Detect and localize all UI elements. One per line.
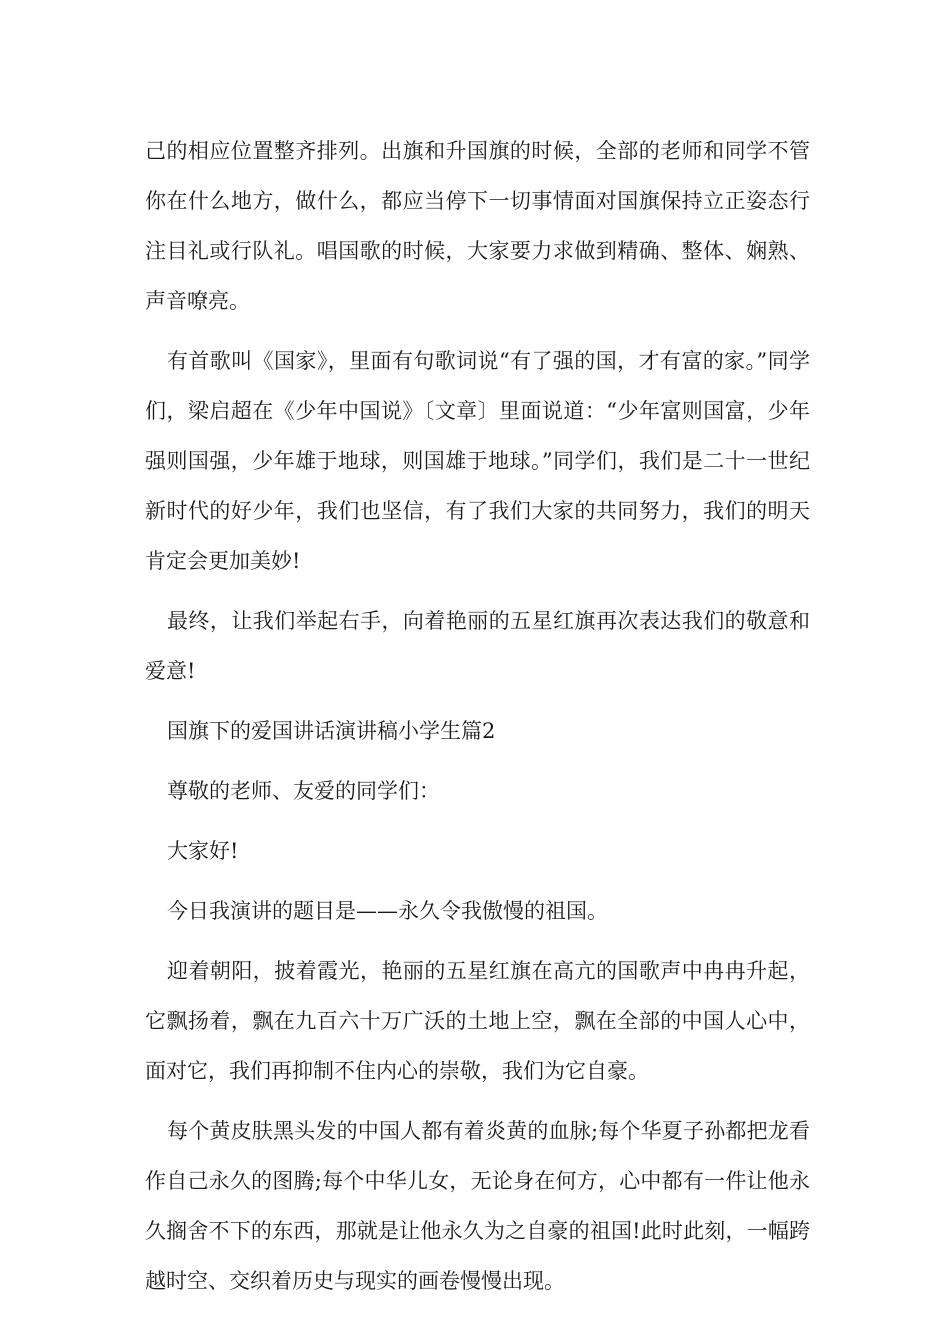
paragraph-continued: 己的相应位置整齐排列。出旗和升国旗的时候，全部的老师和同学不管你在什么地方，做什么，都应当停下一切事情面对国旗保持立正姿态行注目礼或行队礼。唱国歌的时候，大家要力求做到精确、整体、娴熟、声音嘹亮。 — [145, 139, 810, 313]
paragraph-chinese-people: 每个黄皮肤黑头发的中国人都有着炎黄的血脉;每个华夏子孙都把龙看作自己永久的图腾;每个中华儿女，无论身在何方，心中都有一件让他永久搁舍不下的东西，那就是让他永久为之自豪的祖国!此时此刻，一幅跨越时空、交织着历史与现实的画卷慢慢出现。 — [145, 1119, 810, 1293]
greeting: 大家好! — [167, 839, 239, 863]
speech-topic: 今日我演讲的题目是——永久令我傲慢的祖国。 — [167, 899, 608, 923]
paragraph-closing: 最终，让我们举起右手，向着艳丽的五星红旗再次表达我们的敬意和爱意! — [145, 609, 810, 683]
section-heading: 国旗下的爱国讲话演讲稿小学生篇2 — [167, 719, 496, 743]
paragraph-song-quote: 有首歌叫《国家》，里面有句歌词说“有了强的国，才有富的家。”同学们，梁启超在《少年中国说》〔文章〕里面说道：“少年富则国富，少年强则国强，少年雄于地球，则国雄于地球。”同学们，我们是二十一世纪新时代的好少年，我们也坚信，有了我们大家的共同努力，我们的明天肯定会更加美妙! — [145, 349, 810, 573]
salutation: 尊敬的老师、友爱的同学们： — [167, 779, 440, 803]
paragraph-flag-rising: 迎着朝阳，披着霞光，艳丽的五星红旗在高亢的国歌声中冉冉升起，它飘扬着，飘在九百六十万广沃的土地上空，飘在全部的中国人心中，面对它，我们再抑制不住内心的崇敬，我们为它自豪。 — [145, 959, 810, 1083]
document-body — [145, 126, 810, 1316]
